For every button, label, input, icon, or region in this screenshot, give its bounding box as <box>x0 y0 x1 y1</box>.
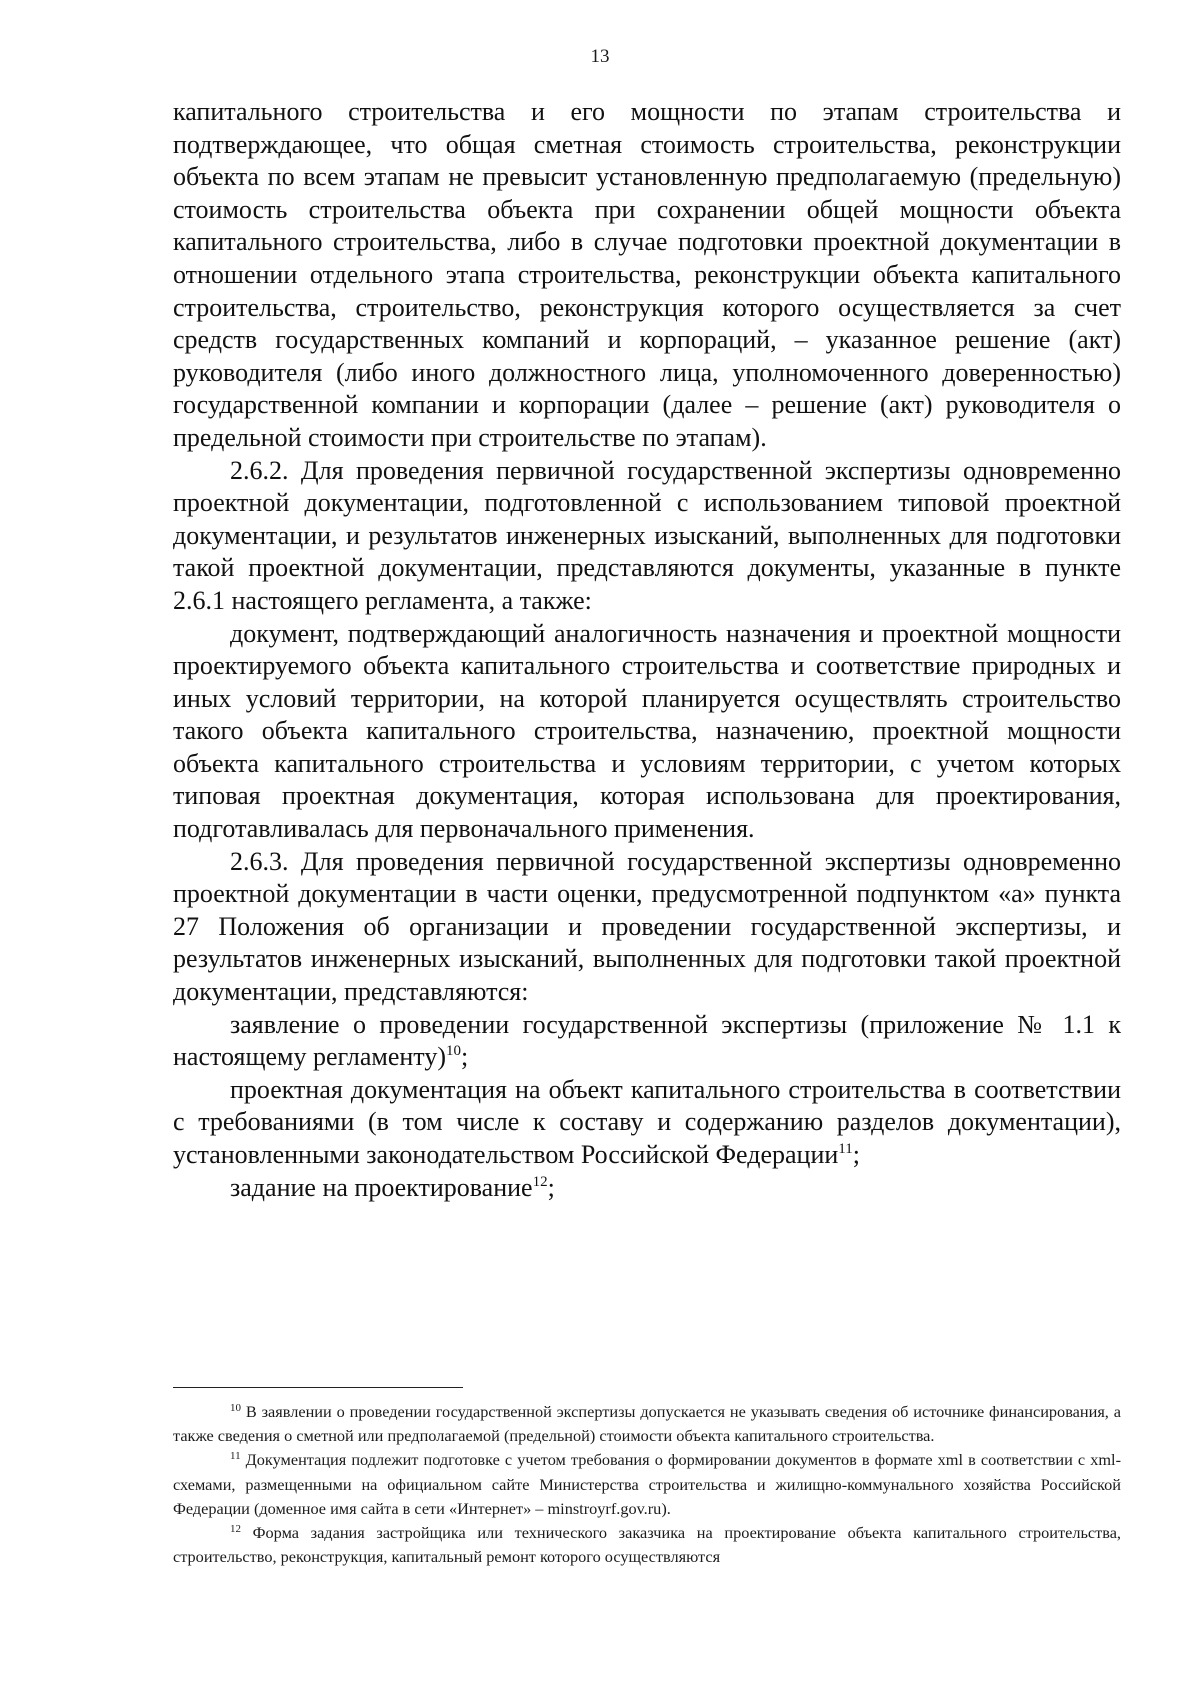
footnote-12: $^{12}$ Форма задания застройщика или технического заказчика на проектирование объекта капитального строительства, строительство, реконструкция, капитальный ремонт которого осуществляются <box>173 1523 1121 1567</box>
paragraph-design-assignment: задание на проектирование$^{12}$; <box>230 1172 555 1202</box>
footnotes <box>173 1400 1121 1569</box>
paragraph-application: заявление о проведении государственной экспертизы (приложение № 1.1 к настоящему регламенту)$^{10}$; <box>173 1009 1121 1072</box>
footnote-mark: 10 <box>230 1402 241 1414</box>
footnote-divider <box>173 1387 463 1388</box>
footnote-ref-10[interactable]: 10 <box>445 1043 461 1060</box>
paragraph-2-6-3: 2.6.3. Для проведения первичной государственной экспертизы одновременно проектной документации в части оценки, предусмотренной подпунктом «а» пункта 27 Положения об организации и проведении государственной экспертизы, и результатов инженерных изысканий, выполненных для подготовки такой проектной документации, представляются: <box>173 846 1121 1007</box>
paragraph-2-6-2: 2.6.2. Для проведения первичной государственной экспертизы одновременно проектной документации, подготовленной с использованием типовой проектной документации, и результатов инженерных изысканий, выполненных для подготовки такой проектной документации, представляются документы, указанные в пункте 2.6.1 настоящего регламента, а также: <box>173 455 1121 615</box>
body-text <box>173 96 1121 1204</box>
paragraph-continuation: капитального строительства и его мощности по этапам строительства и подтверждающее, что общая сметная стоимость строительства, реконструкции объекта по всем этапам не превысит установленную предполагаемую (предельную) стоимость строительства объекта при сохранении общей мощности объекта капитального строительства, либо в случае подготовки проектной документации в отношении отдельного этапа строительства, реконструкции объекта капитального строительства, строительство, реконструкция которого осуществляется за счет средств государственных компаний и корпораций, – указанное решение (акт) руководителя (либо иного должностного лица, уполномоченного доверенностью) государственной компании и корпорации (далее – решение (акт) руководителя о предельной стоимости при строительстве по этапам). <box>173 97 1121 452</box>
footnote-11: $^{11}$ Документация подлежит подготовке с учетом требования о формировании документов в формате xml в соответствии с xml-схемами, размещенными на официальном сайте Министерства строительства и жилищно-коммунального хозяйства Российской Федерации (доменное имя сайта в сети «Интернет» – minstroyrf.gov.ru). <box>173 1450 1121 1518</box>
footnote-ref-11[interactable]: 11 <box>838 1141 853 1157</box>
paragraph-similarity-document: документ, подтверждающий аналогичность назначения и проектной мощности проектируемого объекта капитального строительства и соответствие природных и иных условий территории, на которой планируется осуществлять строительство такого объекта капитального строительства, назначению, проектной мощности объекта капитального строительства и условиям территории, с учетом которых типовая проектная документация, которая использована для проектирования, подготавливалась для первоначального применения. <box>173 618 1121 844</box>
footnote-10: $^{10}$ В заявлении о проведении государственной экспертизы допускается не указывать сведения об источнике финансирования, а также сведения о сметной или предполагаемой (предельной) стоимости объекта капитального строительства. <box>173 1402 1121 1446</box>
footnote-ref-12[interactable]: 12 <box>532 1173 548 1190</box>
footnote-mark: 12 <box>230 1523 241 1536</box>
footnote-mark: 11 <box>230 1450 241 1463</box>
paragraph-project-documentation: проектная документация на объект капитального строительства в соответствии с требованиями (в том числе к составу и содержанию разделов документации), установленными законодательством Российской Федерации$^{11}$; <box>173 1074 1121 1169</box>
page-number: 13 <box>590 46 610 67</box>
